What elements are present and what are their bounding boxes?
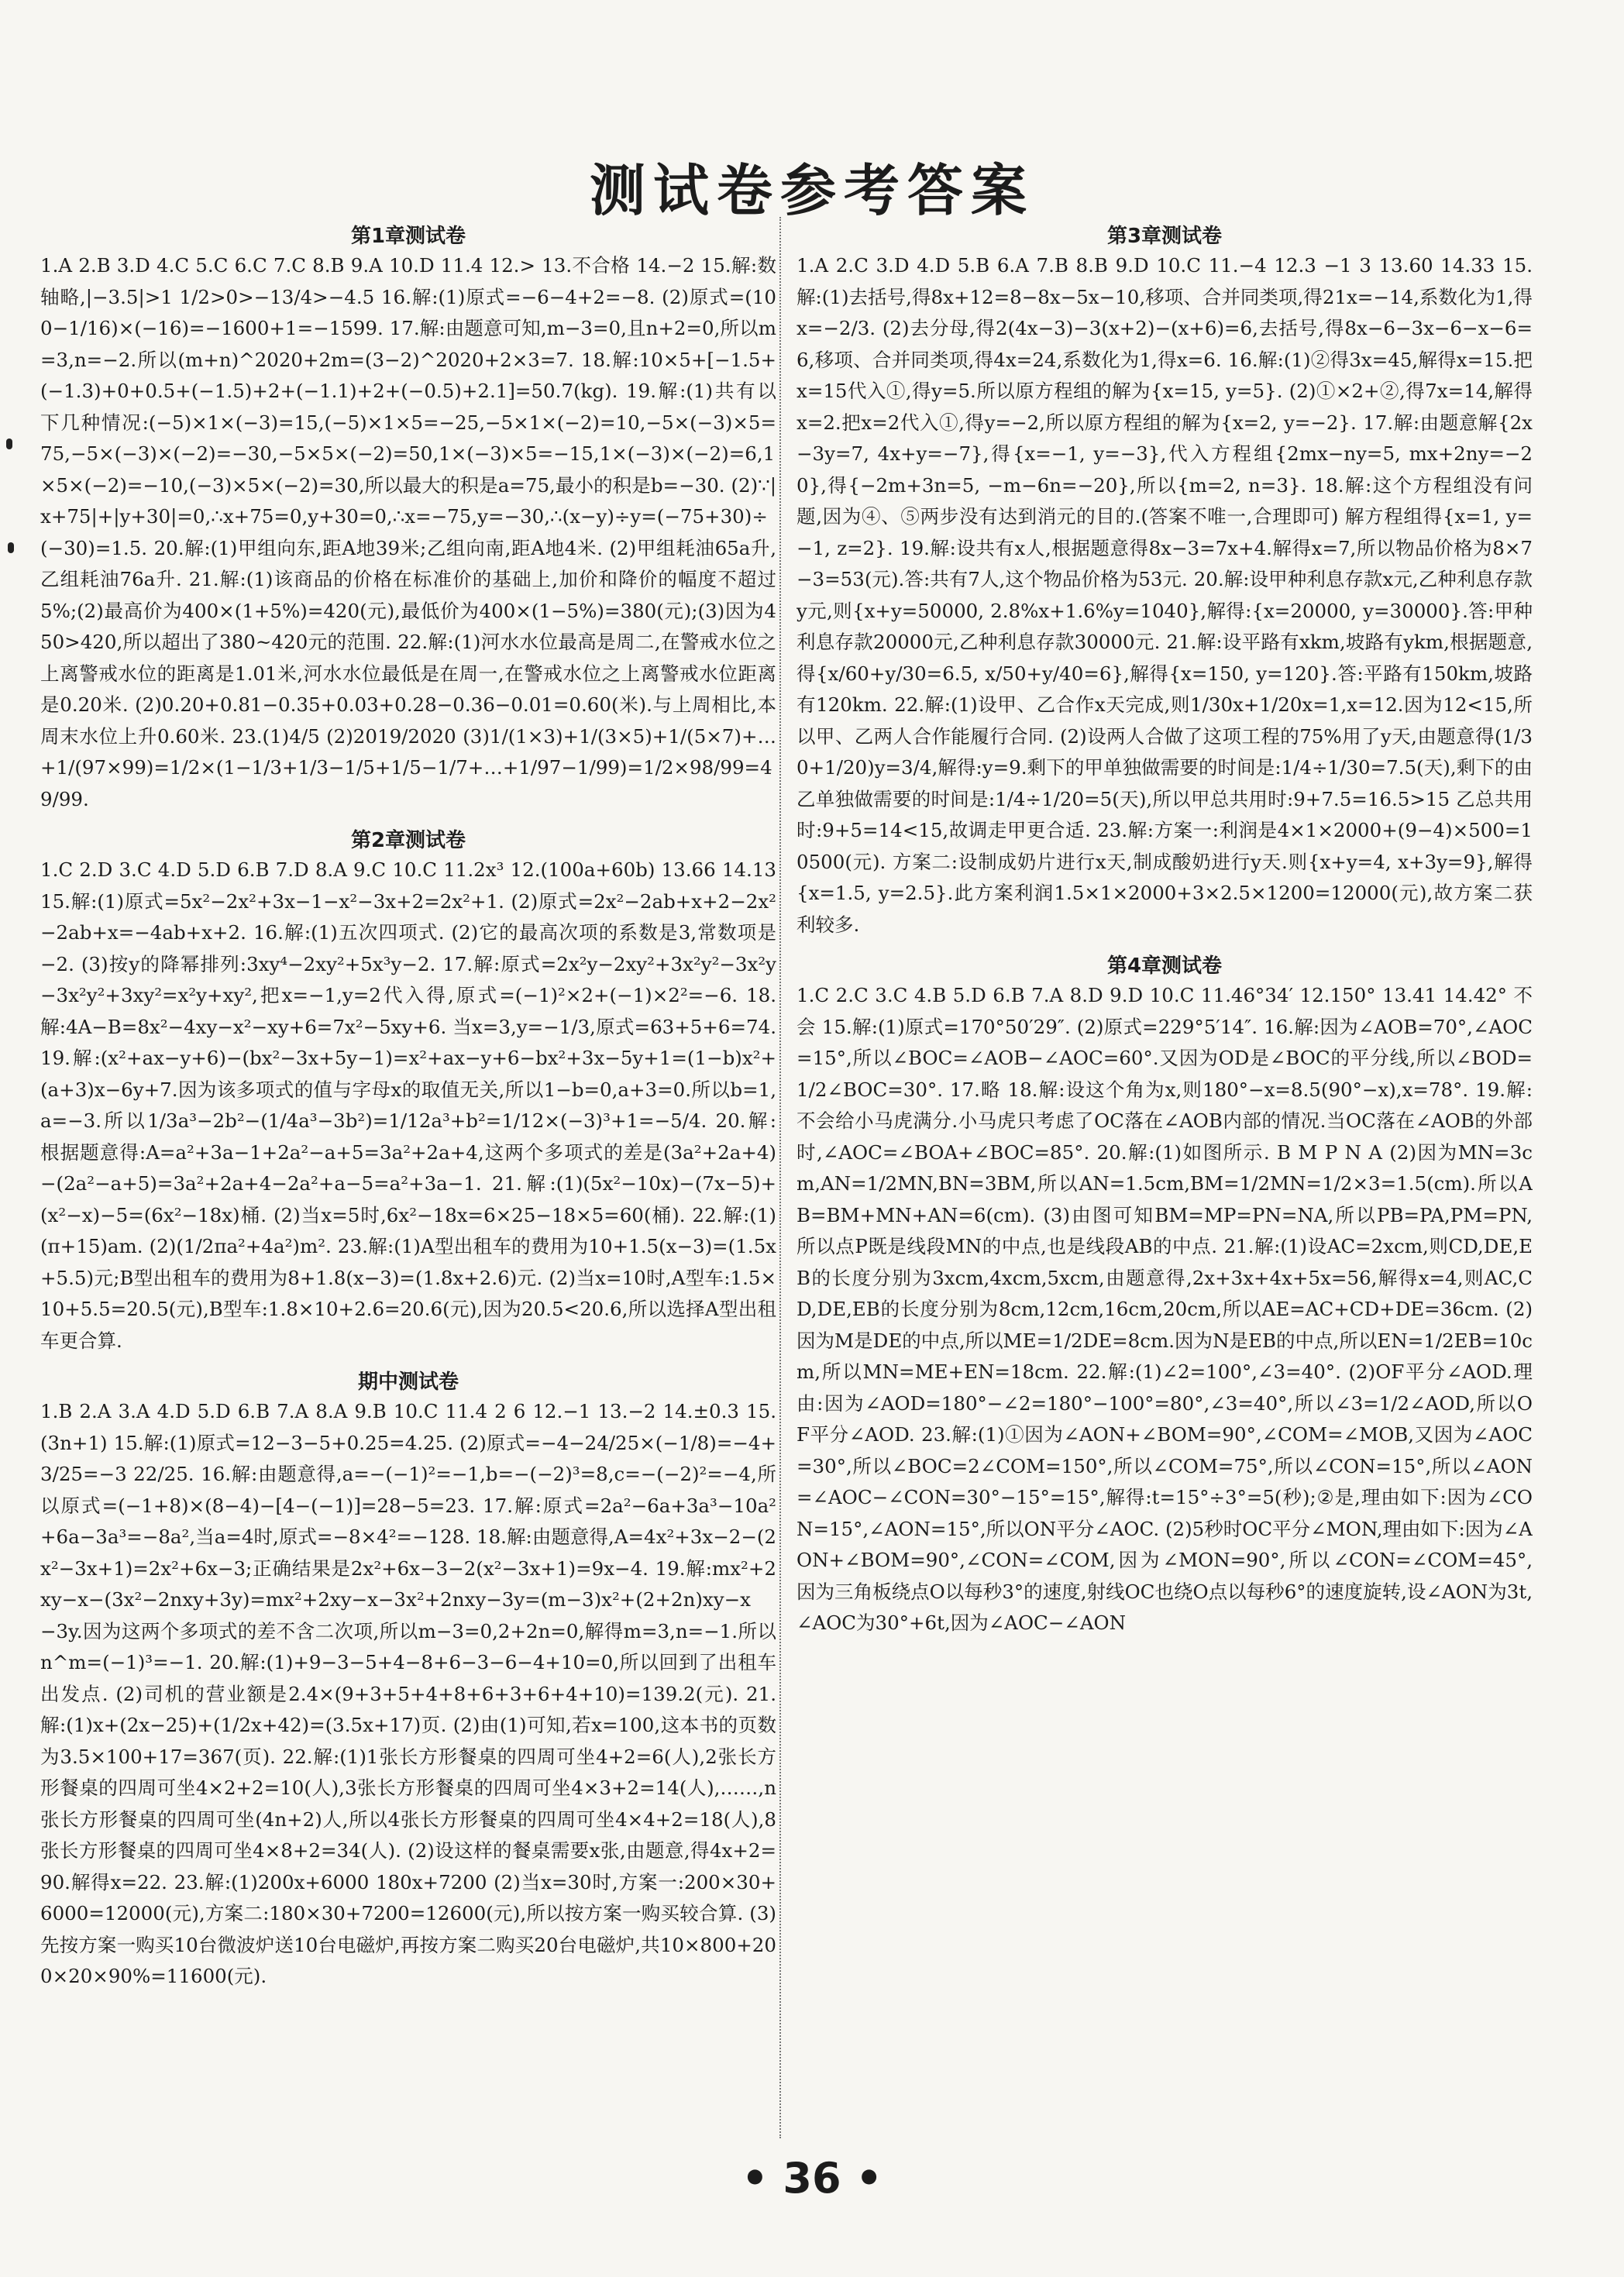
section-heading: 第3章测试卷 [1106,225,1223,248]
section-heading: 第4章测试卷 [1106,954,1223,978]
section-heading: 第1章测试卷 [350,225,466,248]
section-midterm [40,1366,776,1993]
section-answers: 1.C 2.C 3.C 4.B 5.D 6.B 7.A 8.D 9.D 10.C 11.46°34′ 12.150° 13.41 14.42° 不会 15.解:(1)原式=170°50′29″. (2)原式=229°5′14″. 16.解:因为∠AOB=70°,∠AOC=15°,所以∠BOC=∠AOB−∠AOC=60°.又因为OD是∠BOC的平分线,所以∠BOD=1/2∠BOC=30°. 17.略 18.解:设这个角为x,则180°−x=8.5(90°−x),x=78°. 19.解:不会给小马虎满分.小马虎只考虑了OC落在∠AOB内部的情况.当OC落在∠AOB的外部时,∠AOC=∠BOA+∠BOC=85°. 20.解:(1)如图所示. B M P N A (2)因为MN=3cm,AN=1/2MN,BN=3BM,所以AN=1.5cm,BM=1/2MN=1/2×3=1.5(cm).所以AB=BM+MN+AN=6(cm). (3)由图可知BM=MP=PN=NA,所以PB=PA,PM=PN,所以点P既是线段MN的中点,也是线段AB的中点. 21.解:(1)设AC=2xcm,则CD,DE,EB的长度分别为3xcm,4xcm,5xcm,由题意得,2x+3x+4x+5x=56,解得x=4,则AC,CD,DE,EB的长度分别为8cm,12cm,16cm,20cm,所以AE=AC+CD+DE=36cm. (2)因为M是DE的中点,所以ME=1/2DE=8cm.因为N是EB的中点,所以EN=1/2EB=10cm,所以MN=ME+EN=18cm. 22.解:(1)∠2=100°,∠3=40°. (2)OF平分∠AOD.理由:因为∠AOD=180°−∠2=180°−100°=80°,∠3=40°,所以∠3=1/2∠AOD,所以OF平分∠AOD. 23.解:(1)①因为∠AON+∠BOM=90°,∠COM=∠MOB,又因为∠AOC=30°,所以∠BOC=2∠COM=150°,所以∠COM=75°,所以∠CON=15°,所以∠AON=∠AOC−∠CON=30°−15°=15°,解得:t=15°÷3°=5(秒);②是,理由如下:因为∠CON=15°,∠AON=15°,所以ON平分∠AOC. (2)5秒时OC平分∠MON,理由如下:因为∠AON+∠BOM=90°,∠CON=∠COM,因为∠MON=90°,所以∠CON=∠COM=45°,因为三角板绕点O以每秒3°的速度,射线OC也绕O点以每秒6°的速度旋转,设∠AON为3t,∠AOC为30°+6t,因为∠AOC−∠AON [797,984,1533,1634]
section-answers: 1.A 2.B 3.D 4.C 5.C 6.C 7.C 8.B 9.A 10.D 11.4 12.> 13.不合格 14.−2 15.解:数轴略,|−3.5|>1 1/2>0>−13/4>−4.5 16.解:(1)原式=−6−4+2=−8. (2)原式=(100−1/16)×(−16)=−1600+1=−1599. 17.解:由题意可知,m−3=0,且n+2=0,所以m=3,n=−2.所以(m+n)^2020+2m=(3−2)^2020+2×3=7. 18.解:10×5+[−1.5+(−1.3)+0+0.5+(−1.5)+2+(−1.1)+2+(−0.5)+2.1]=50.7(kg). 19.解:(1)共有以下几种情况:(−5)×1×(−3)=15,(−5)×1×5=−25,−5×1×(−2)=10,−5×(−3)×5=75,−5×(−3)×(−2)=−30,−5×5×(−2)=50,1×(−3)×5=−15,1×(−3)×(−2)=6,1×5×(−2)=−10,(−3)×5×(−2)=30,所以最大的积是a=75,最小的积是b=−30. (2)∵|x+75|+|y+30|=0,∴x+75=0,y+30=0,∴x=−75,y=−30,∴(x−y)÷y=(−75+30)÷(−30)=1.5. 20.解:(1)甲组向东,距A地39米;乙组向南,距A地4米. (2)甲组耗油65a升,乙组耗油76a升. 21.解:(1)该商品的价格在标准价的基础上,加价和降价的幅度不超过5%;(2)最高价为400×(1+5%)=420(元),最低价为400×(1−5%)=380(元);(3)因为450>420,所以超出了380~420元的范围. 22.解:(1)河水水位最高是周二,在警戒水位之上离警戒水位的距离是1.01米,河水水位最低是在周一,在警戒水位之上离警戒水位距离是0.20米. (2)0.20+0.81−0.35+0.03+0.28−0.36−0.01=0.60(米).与上周相比,本周末水位上升0.60米. 23.(1)4/5 (2)2019/2020 (3)1/(1×3)+1/(3×5)+1/(5×7)+…+1/(97×99)=1/2×(1−1/3+1/3−1/5+1/5−1/7+…+1/97−1/99)=1/2×98/99=49/99. [40,254,776,810]
section-answers: 1.B 2.A 3.A 4.D 5.D 6.B 7.A 8.A 9.B 10.C 11.4 2 6 12.−1 13.−2 14.±0.3 15.(3n+1) 15.解:(1)原式=12−3−5+0.25=4.25. (2)原式=−4−24/25×(−1/8)=−4+3/25=−3 22/25. 16.解:由题意得,a=−(−1)²=−1,b=−(−2)³=8,c=−(−2)²=−4,所以原式=(−1+8)×(8−4)−[4−(−1)]=28−5=23. 17.解:原式=2a²−6a+3a³−10a²+6a−3a³=−8a²,当a=4时,原式=−8×4²=−128. 18.解:由题意得,A=4x²+3x−2−(2x²−3x+1)=2x²+6x−3;正确结果是2x²+6x−3−2(x²−3x+1)=9x−4. 19.解:mx²+2xy−x−(3x²−2nxy+3y)=mx²+2xy−x−3x²+2nxy−3y=(m−3)x²+(2+2n)xy−x−3y.因为这两个多项式的差不含二次项,所以m−3=0,2+2n=0,解得m=3,n=−1.所以n^m=(−1)³=−1. 20.解:(1)+9−3−5+4−8+6−3−6−4+10=0,所以回到了出租车出发点. (2)司机的营业额是2.4×(9+3+5+4+8+6+3+6+4+10)=139.2(元). 21.解:(1)x+(2x−25)+(1/2x+42)=(3.5x+17)页. (2)由(1)可知,若x=100,这本书的页数为3.5×100+17=367(页). 22.解:(1)1张长方形餐桌的四周可坐4+2=6(人),2张长方形餐桌的四周可坐4×2+2=10(人),3张长方形餐桌的四周可坐4×3+2=14(人),……,n张长方形餐桌的四周可坐(4n+2)人,所以4张长方形餐桌的四周可坐4×4+2=18(人),8张长方形餐桌的四周可坐4×8+2=34(人). (2)设这样的餐桌需要x张,由题意,得4x+2=90.解得x=22. 23.解:(1)200x+6000 180x+7200 (2)当x=30时,方案一:200×30+6000=12000(元),方案二:180×30+7200=12600(元),所以按方案一购买较合算. (3)先按方案一购买10台微波炉送10台电磁炉,再按方案二购买20台电磁炉,共10×800+200×20×90%=11600(元). [40,1400,776,1987]
left-column [40,215,776,2121]
section-chapter-2 [40,824,776,1357]
section-answers: 1.C 2.D 3.C 4.D 5.D 6.B 7.D 8.A 9.C 10.C 11.2x³ 12.(100a+60b) 13.66 14.13 15.解:(1)原式=5x²−2x²+3x−1−x²−3x+2=2x²+1. (2)原式=2x²−2ab+x+2−2x²−2ab+x=−4ab+x+2. 16.解:(1)五次四项式. (2)它的最高次项的系数是3,常数项是−2. (3)按y的降幂排列:3xy⁴−2xy²+5x³y−2. 17.解:原式=2x²y−2xy²+3x²y²−3x²y−3x²y²+3xy²=x²y+xy²,把x=−1,y=2代入得,原式=(−1)²×2+(−1)×2²=−6. 18.解:4A−B=8x²−4xy−x²−xy+6=7x²−5xy+6. 当x=3,y=−1/3,原式=63+5+6=74. 19.解:(x²+ax−y+6)−(bx²−3x+5y−1)=x²+ax−y+6−bx²+3x−5y+1=(1−b)x²+(a+3)x−6y+7.因为该多项式的值与字母x的取值无关,所以1−b=0,a+3=0.所以b=1,a=−3.所以1/3a³−2b²−(1/4a³−3b²)=1/12a³+b²=1/12×(−3)³+1=−5/4. 20.解:根据题意得:A=a²+3a−1+2a²−a+5=3a²+2a+4,这两个多项式的差是(3a²+2a+4)−(2a²−a+5)=3a²+2a+4−2a²+a−5=a²+3a−1. 21.解:(1)(5x²−10x)−(7x−5)+(x²−x)−5=(6x²−18x)桶. (2)当x=5时,6x²−18x=6×25−18×5=60(桶). 22.解:(1)(π+15)am. (2)(1/2πa²+4a²)m². 23.解:(1)A型出租车的费用为10+1.5(x−3)=(1.5x+5.5)元;B型出租车的费用为8+1.8(x−3)=(1.8x+2.6)元. (2)当x=10时,A型车:1.5×10+5.5=20.5(元),B型车:1.8×10+2.6=20.6(元),因为20.5<20.6,所以选择A型出租车更合算. [40,858,776,1352]
page-number: • 36 • [741,2154,883,2203]
section-heading: 期中测试卷 [357,1371,459,1394]
section-chapter-3 [797,220,1533,941]
section-chapter-4 [797,950,1533,1639]
scan-mark [8,542,14,553]
section-heading: 第2章测试卷 [350,829,466,852]
section-answers: 1.A 2.C 3.D 4.D 5.B 6.A 7.B 8.B 9.D 10.C 11.−4 12.3 −1 3 13.60 14.33 15.解:(1)去括号,得8x+12=8−8x−5x−10,移项、合并同类项,得21x=−14,系数化为1,得x=−2/3. (2)去分母,得2(4x−3)−3(x+2)−(x+6)=6,去括号,得8x−6−3x−6−x−6=6,移项、合并同类项,得4x=24,系数化为1,得x=6. 16.解:(1)②得3x=45,解得x=15.把x=15代入①,得y=5.所以原方程组的解为{x=15, y=5}. (2)①×2+②,得7x=14,解得x=2.把x=2代入①,得y=−2,所以原方程组的解为{x=2, y=−2}. 17.解:由题意解{2x−3y=7, 4x+y=−7},得{x=−1, y=−3},代入方程组{2mx−ny=5, mx+2ny=−20},得{−2m+3n=5, −m−6n=−20},所以{m=2, n=3}. 18.解:这个方程组没有问题,因为④、⑤两步没有达到消元的目的.(答案不唯一,合理即可) 解方程组得{x=1, y=−1, z=2}. 19.解:设共有x人,根据题意得8x−3=7x+4.解得x=7,所以物品价格为8×7−3=53(元).答:共有7人,这个物品价格为53元. 20.解:设甲种利息存款x元,乙种利息存款y元,则{x+y=50000, 2.8%x+1.6%y=1040},解得:{x=20000, y=30000}.答:甲种利息存款20000元,乙种利息存款30000元. 21.解:设平路有xkm,坡路有ykm,根据题意,得{x/60+y/30=6.5, x/50+y/40=6},解得{x=150, y=120}.答:平路有150km,坡路有120km. 22.解:(1)设甲、乙合作x天完成,则1/30x+1/20x=1,x=12.因为12<15,所以甲、乙两人合作能履行合同. (2)设两人合做了这项工程的75%用了y天,由题意得(1/30+1/20)y=3/4,解得:y=9.剩下的甲单独做需要的时间是:1/4÷1/30=7.5(天),剩下的由乙单独做需要的时间是:1/4÷1/20=5(天),所以甲总共用时:9+7.5=16.5>15 乙总共用时:9+5=14<15,故调走甲更合适. 23.解:方案一:利润是4×1×2000+(9−4)×500=10500(元). 方案二:设制成奶片进行x天,制成酸奶进行y天.则{x+y=4, x+3y=9},解得{x=1.5, y=2.5}.此方案利润1.5×1×2000+3×2.5×1200=12000(元),故方案二获利较多. [797,254,1533,936]
column-divider [779,217,781,2138]
page-title: 测试卷参考答案 [589,158,1034,223]
section-chapter-1 [40,220,776,815]
scan-mark [6,439,12,449]
right-column [797,215,1533,2121]
